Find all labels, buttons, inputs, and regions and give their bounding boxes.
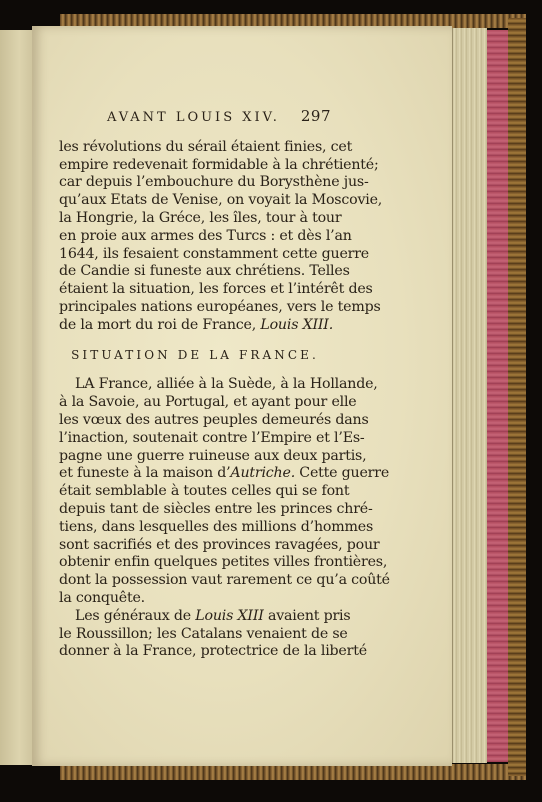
text-segment: Cette guerre [295,465,390,482]
text-line: la conquête. [59,589,145,606]
text-line: principales nations européanes, vers le temps [59,298,381,315]
page-number: 297 [300,107,331,125]
text-line: donner à la France, protectrice de la liberté [59,643,367,660]
text-line: était semblable à toutes celles qui se font [59,483,350,500]
text-line: étaient la situation, les forces et l’intérêt des [59,281,373,298]
text-line: le Roussillon; les Catalans venaient de se [59,625,348,642]
cover-binding-bottom [60,764,526,780]
text-line: les vœux des autres peuples demeurés dans [59,411,369,428]
text-line: car depuis l’embouchure du Borysthène jus- [59,174,369,191]
paragraph-2 [59,376,390,607]
page-edges [452,28,487,763]
running-head [59,108,331,127]
text-line: depuis tant de siècles entre les princes chré- [59,500,373,517]
text-segment: avaient pris [263,607,351,624]
text-line: qu’aux Etats de Venise, on voyait la Moscovie, [59,192,383,209]
italic-name: Louis XIII. [260,316,334,333]
red-page-edge [486,30,508,762]
text-line: obtenir enfin quelques petites villes frontières, [59,554,388,571]
text-line: sont sacrifiés et des provinces ravagées, pour [59,536,380,553]
text-line [59,607,351,626]
cover-binding-right [508,18,526,776]
paragraph-1 [59,138,383,335]
text-line: à la Savoie, au Portugal, et ayant pour elle [59,394,357,411]
text-segment: Les généraux de [75,607,196,624]
text-line [59,465,390,483]
text-line: pagne une guerre ruineuse aux deux partis, [59,447,367,464]
text-line: de Candie si funeste aux chrétiens. Telles [59,263,350,280]
text-segment: de la mort du roi de France, [59,316,257,333]
page-text [59,107,390,661]
text-line: LA France, alliée à la Suède, à la Hollande, [75,376,378,393]
section-heading: SITUATION DE LA FRANCE. [71,347,319,362]
facing-page-edge [0,30,34,765]
text-line: 1644, ils fesaient constamment cette guerre [59,245,370,262]
italic-name: Louis XIII [195,607,264,624]
text-line: la Hongrie, la Gréce, les îles, tour à tour [59,209,342,226]
text-line: en proie aux armes des Turcs : et dès l’an [59,227,352,244]
text-line: dont la possession vaut rarement ce qu’a coûté [59,572,390,589]
running-head-title: AVANT LOUIS XIV. [107,110,280,125]
text-line: empire redevenait formidable à la chrétienté; [59,156,379,173]
text-line: tiens, dans lesquelles des millions d’hommes [59,518,374,535]
text-line: les révolutions du sérail étaient finies, cet [59,138,353,155]
text-line [59,316,334,335]
text-segment: et funeste à la maison d’ [59,465,231,482]
paragraph-3 [59,607,367,661]
italic-name: Autriche. [230,465,295,482]
text-line: l’inaction, soutenait contre l’Empire et l’Es- [59,429,365,446]
